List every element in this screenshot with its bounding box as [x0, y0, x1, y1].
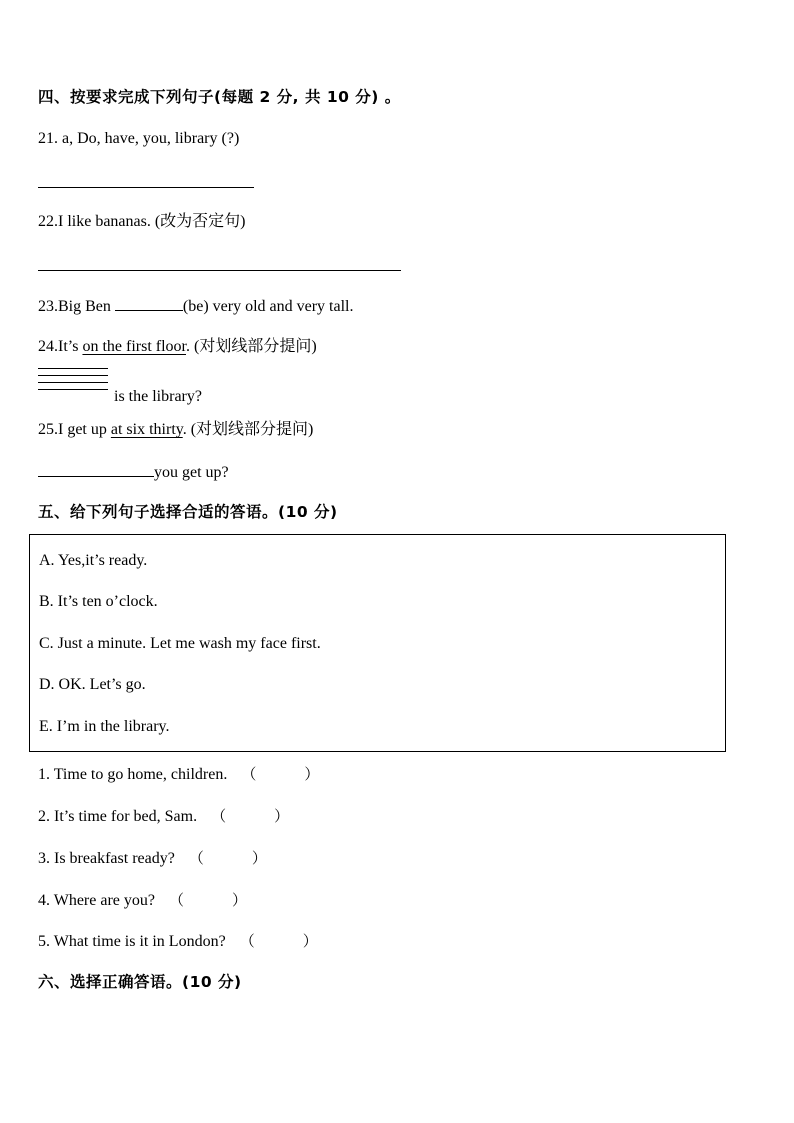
question-24-suffix: . (对划线部分提问): [186, 338, 317, 355]
match-question-2: [38, 806, 289, 827]
question-25-underlined: at six thirty: [110, 421, 183, 438]
question-23: [38, 295, 354, 317]
option-b: B. It’s ten o’clock.: [39, 593, 158, 610]
answer-paren-close-5: ）: [302, 932, 318, 950]
match-question-5-text: 5. What time is it in London?: [38, 933, 226, 950]
answer-paren-open-1: （: [241, 765, 257, 783]
question-22: [38, 212, 246, 232]
match-question-1-text: 1. Time to go home, children.: [38, 766, 228, 783]
question-25-suffix: . (对划线部分提问): [182, 421, 314, 438]
question-24-prefix: 24.It’s: [38, 338, 83, 355]
question-24-answer: is the library?: [114, 388, 202, 405]
answer-paren-open-5: （: [239, 932, 255, 950]
answer-line-21: [38, 187, 254, 188]
option-c: C. Just a minute. Let me wash my face first.: [39, 635, 321, 652]
match-question-4-text: 4. Where are you?: [38, 892, 155, 909]
option-a: A. Yes,it’s ready.: [39, 552, 148, 569]
question-25-prefix: 25.I get up: [38, 421, 111, 438]
question-23-prefix: 23.Big Ben: [38, 298, 115, 315]
answer-paren-close-2: ）: [274, 807, 290, 825]
match-question-3: [38, 848, 267, 869]
section-5-heading: 五、给下列句子选择合适的答语。(10 分): [38, 503, 338, 521]
section-4-heading: 四、按要求完成下列句子(每题 2 分, 共 10 分) 。: [38, 88, 401, 106]
match-question-3-text: 3. Is breakfast ready?: [38, 850, 175, 867]
answer-paren-open-3: （: [188, 849, 204, 867]
match-question-4: [38, 890, 247, 911]
question-22-text: 22.I like bananas. (改为否定句): [38, 213, 246, 230]
question-25-answer-row: [38, 461, 229, 483]
question-25: [38, 420, 313, 440]
section-6-heading: 六、选择正确答语。(10 分): [38, 973, 242, 991]
question-25-answer: you get up?: [154, 464, 229, 481]
answer-lines-24: [38, 368, 108, 396]
answer-paren-close-3: ）: [251, 849, 267, 867]
option-d: D. OK. Let’s go.: [39, 676, 146, 693]
option-e: E. I’m in the library.: [39, 718, 170, 735]
answer-blank-23: [115, 295, 183, 311]
question-23-suffix: (be) very old and very tall.: [182, 298, 354, 315]
question-24-underlined: on the first floor: [82, 338, 186, 355]
question-21: 21. a, Do, have, you, library (?): [38, 130, 240, 147]
answer-paren-open-4: （: [168, 891, 184, 909]
answer-blank-25: [38, 461, 154, 477]
match-question-1: [38, 764, 319, 785]
answer-paren-close-4: ）: [232, 891, 248, 909]
options-box: [29, 534, 726, 752]
answer-line-22: [38, 270, 401, 271]
match-question-5: [38, 931, 318, 952]
answer-paren-open-2: （: [211, 807, 227, 825]
match-question-2-text: 2. It’s time for bed, Sam.: [38, 808, 198, 825]
answer-paren-close-1: ）: [304, 765, 320, 783]
question-24: [38, 337, 317, 357]
